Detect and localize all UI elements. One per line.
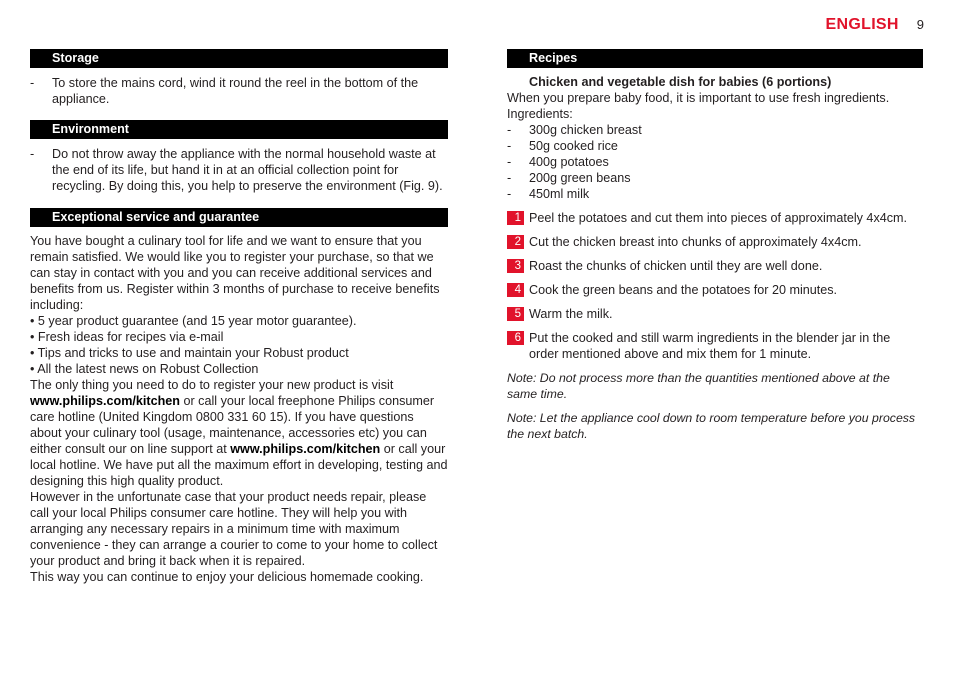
right-column — [507, 49, 923, 442]
step-item — [507, 210, 923, 226]
registration-paragraph — [30, 377, 448, 489]
bullet-item: • Fresh ideas for recipes via e-mail — [30, 330, 224, 344]
repair-paragraph: However in the unfortunate case that your product needs repair, please call your local Philips consumer care hotline. They will help you with arranging any necessary repairs in a minimum time with maximum convenience - they can arrange a courier to come to your home to collect your product and bring it back when it is repaired. — [30, 490, 438, 568]
step-item — [507, 306, 923, 322]
note-cooldown: Note: Let the appliance cool down to room temperature before you process the next batch. — [507, 411, 916, 441]
step-text: Warm the milk. — [529, 307, 613, 321]
step-number-badge: 6 — [507, 331, 524, 345]
bullet-item: • All the latest news on Robust Collection — [30, 362, 259, 376]
recipe-steps — [507, 210, 923, 362]
recipe-intro: When you prepare baby food, it is important to use fresh ingredients. — [507, 91, 890, 105]
closing-paragraph: This way you can continue to enjoy your delicious homemade cooking. — [30, 570, 424, 584]
list-item: - Do not throw away the appliance with the normal household waste at the end of its life, but hand it in at an official collection point for recycling. By doing this, you help to preserve the environment (Fig. 9). — [30, 146, 448, 194]
note-quantities: Note: Do not process more than the quantities mentioned above at the same time. — [507, 371, 890, 401]
left-column — [30, 49, 448, 585]
ingredient-item: - 50g cooked rice — [507, 138, 923, 154]
step-number-badge: 5 — [507, 307, 524, 321]
guarantee-heading: Exceptional service and guarantee — [30, 208, 448, 227]
step-text: Roast the chunks of chicken until they are well done. — [529, 259, 823, 273]
ingredients-label: Ingredients: — [507, 107, 573, 121]
storage-list — [30, 75, 448, 107]
step-item — [507, 258, 923, 274]
step-number-badge: 1 — [507, 211, 524, 225]
step-number-badge: 3 — [507, 259, 524, 273]
step-text: Peel the potatoes and cut them into pieces of approximately 4x4cm. — [529, 211, 908, 225]
philips-kitchen-link[interactable]: www.philips.com/kitchen — [30, 394, 180, 408]
guarantee-body — [30, 233, 448, 585]
step-item — [507, 234, 923, 250]
bullet-item: • 5 year product guarantee (and 15 year motor guarantee). — [30, 314, 357, 328]
recipes-heading: Recipes — [507, 49, 923, 68]
registration-text-b: or call your local freephone Philips consumer care hotline (United Kingdom 0800 331 60 15). If you have questions about your culinary tool (usage, maintenance, accessories etc) you can either consult our on line support at — [30, 394, 435, 456]
step-item — [507, 282, 923, 298]
ingredients-list — [507, 122, 923, 202]
registration-text-c: or call your local hotline. We have put all the maximum effort in developing, testing and designing this high quality product. — [30, 442, 448, 488]
registration-text-a: The only thing you need to do to register your new product is visit — [30, 378, 394, 392]
step-text: Cook the green beans and the potatoes for 20 minutes. — [529, 283, 838, 297]
ingredient-item: - 450ml milk — [507, 186, 923, 202]
guarantee-intro: You have bought a culinary tool for life and we want to ensure that you remain satisfied. We would like you to register your purchase, so that we can stay in contact with you and you can receive additional services and benefits from us. Register within 3 months of purchase to receive benefits including: — [30, 234, 440, 312]
page-header — [826, 16, 924, 34]
step-number-badge: 2 — [507, 235, 524, 249]
ingredient-item: - 400g potatoes — [507, 154, 923, 170]
ingredient-item: - 300g chicken breast — [507, 122, 923, 138]
ingredient-item: - 200g green beans — [507, 170, 923, 186]
page-number: 9 — [916, 17, 924, 32]
bullet-item: • Tips and tricks to use and maintain your Robust product — [30, 346, 349, 360]
online-support-link[interactable]: www.philips.com/kitchen — [230, 442, 381, 456]
step-item — [507, 330, 923, 362]
step-number-badge: 4 — [507, 283, 524, 297]
storage-heading: Storage — [30, 49, 448, 68]
step-text: Put the cooked and still warm ingredients in the blender jar in the order mentioned above and mix them for 1 minute. — [529, 331, 891, 361]
language-label: ENGLISH — [825, 16, 899, 33]
environment-heading: Environment — [30, 120, 448, 139]
recipe-title: Chicken and vegetable dish for babies (6 portions) — [529, 75, 832, 89]
step-text: Cut the chicken breast into chunks of approximately 4x4cm. — [529, 235, 862, 249]
list-item: - To store the mains cord, wind it round the reel in the bottom of the appliance. — [30, 75, 448, 107]
environment-list — [30, 146, 448, 194]
